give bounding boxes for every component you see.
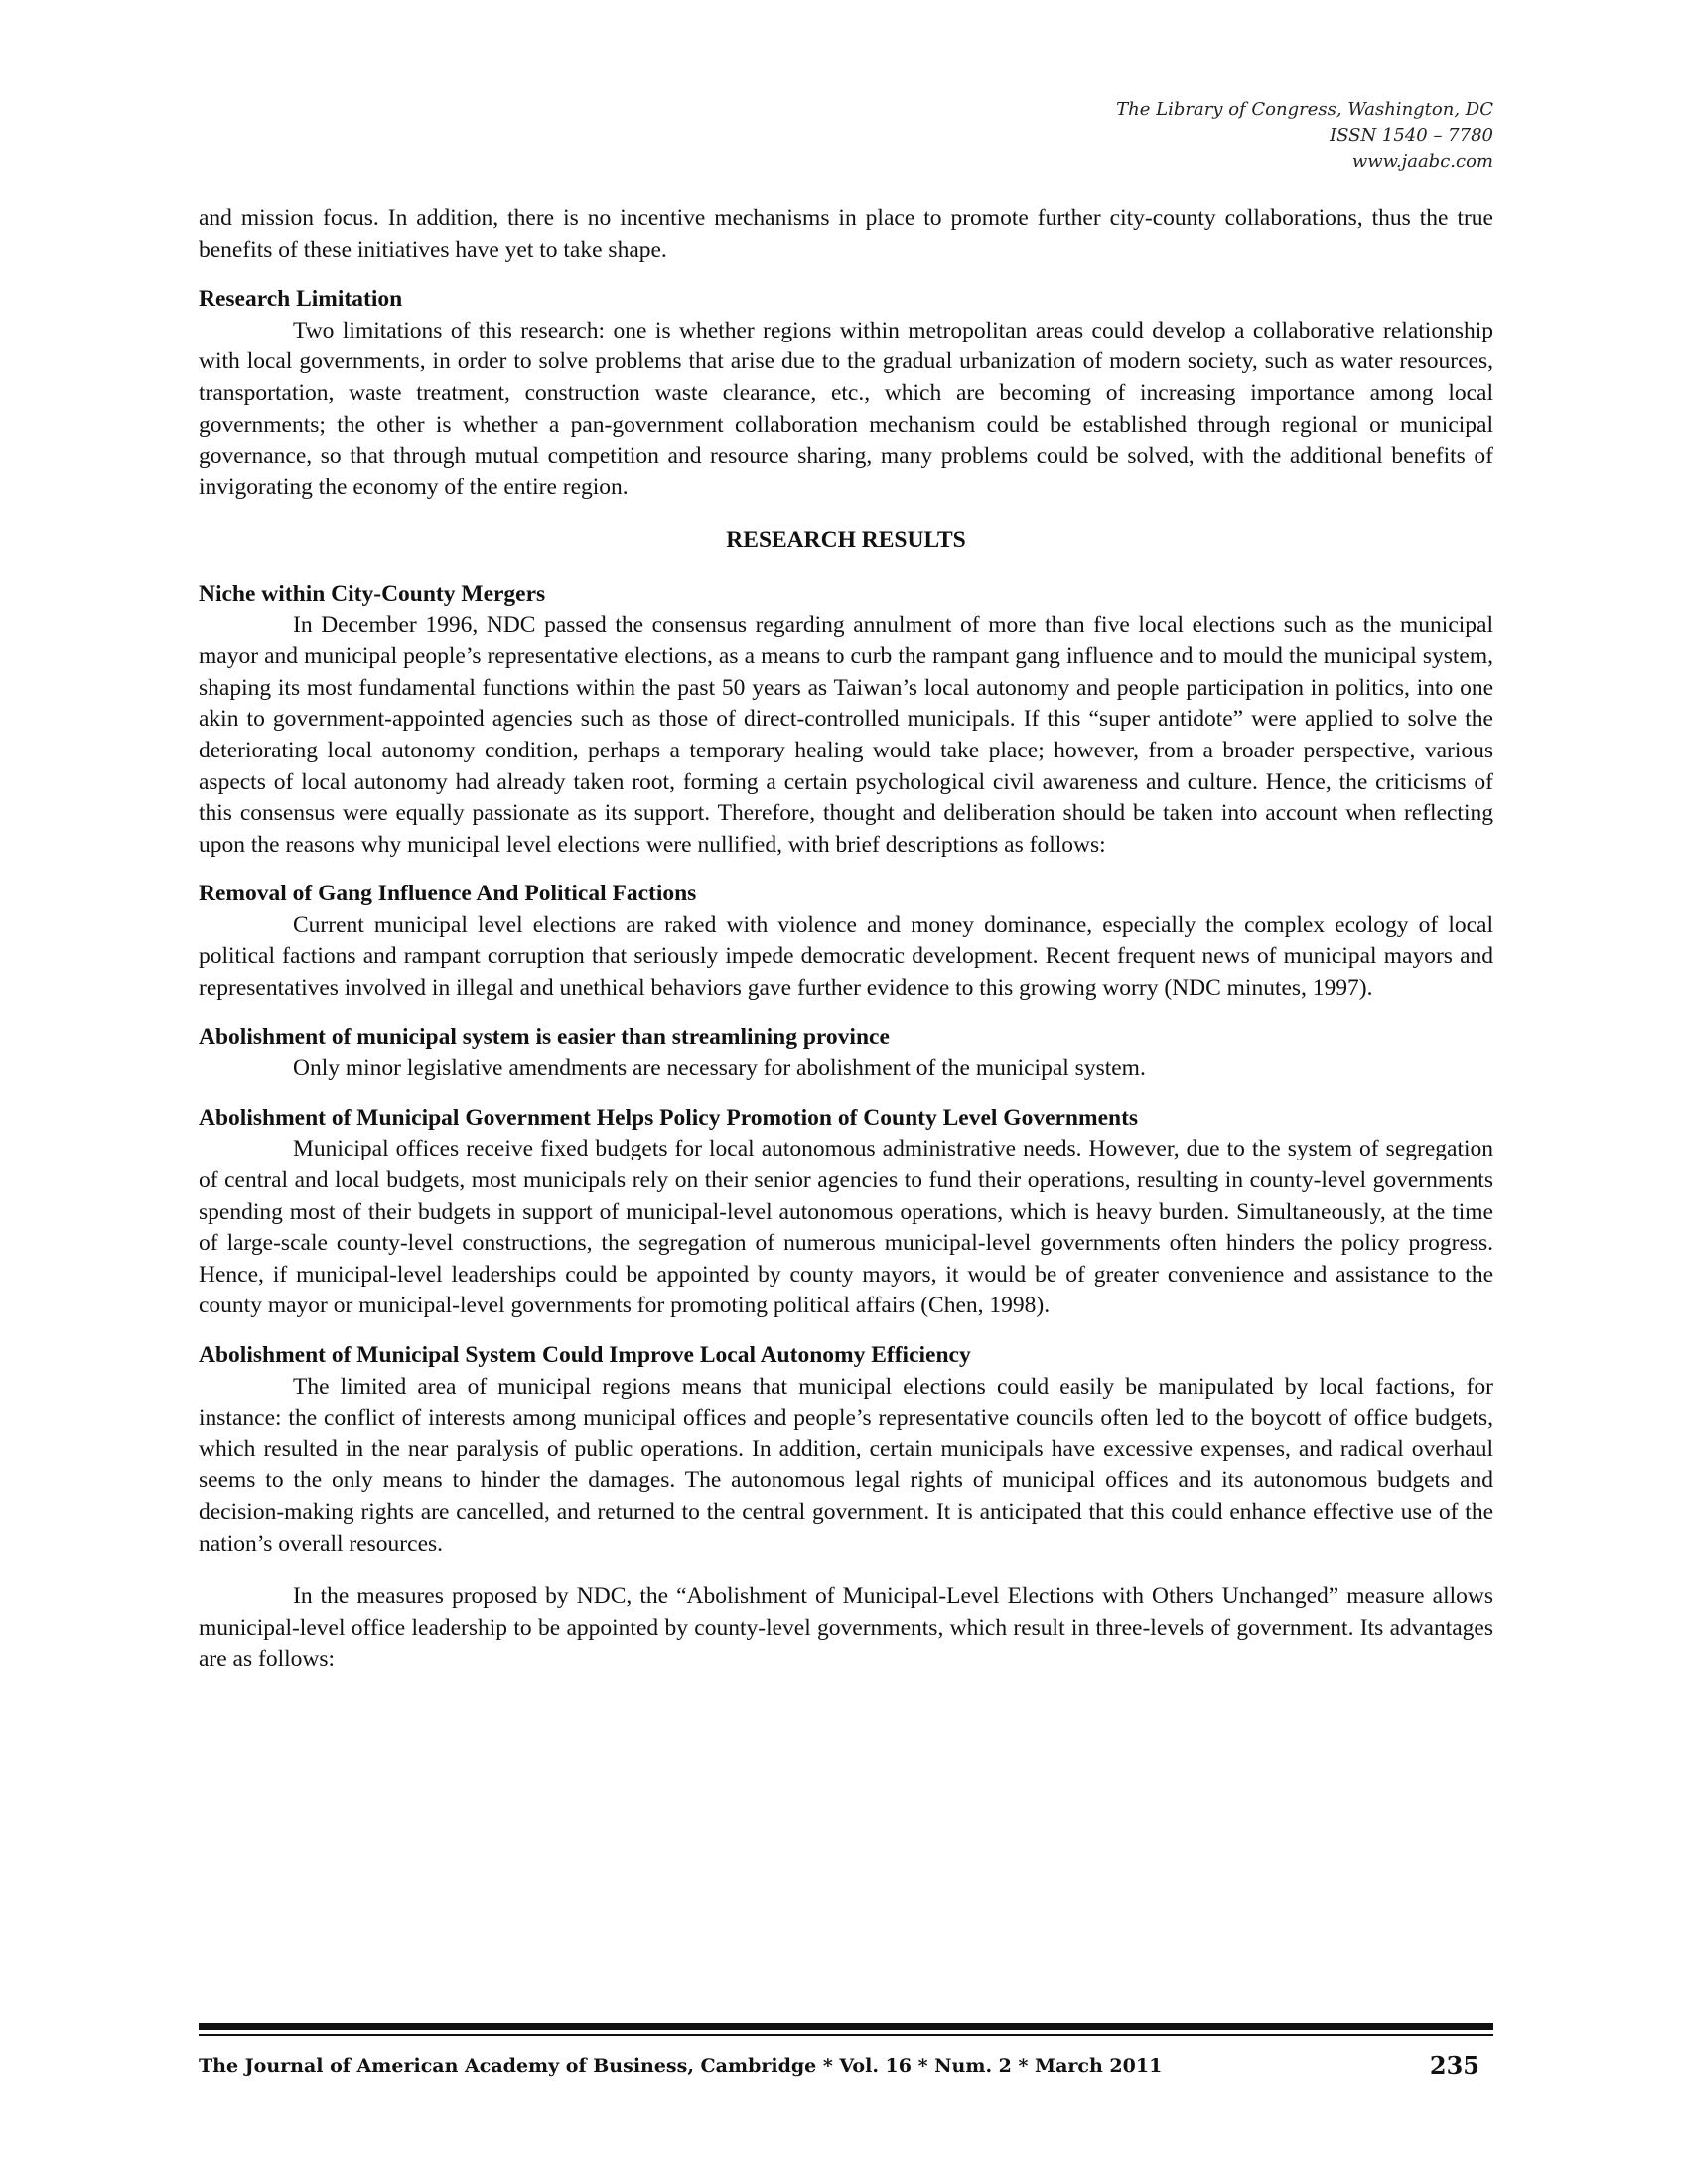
- article-body: [199, 204, 1493, 1676]
- heading-abolish-policy: Abolishment of Municipal Government Helps Policy Promotion of County Level Governments: [199, 1104, 1139, 1131]
- paragraph-abolish-policy: Municipal offices receive fixed budgets for local autonomous administrative needs. However, due to the system of segregation of central and local budgets, most municipals rely on their senior agencies to fund their operations, resulting in county-level governments spending most of their budgets in support of municipal-level autonomous operations, which is heavy burden. Simultaneously, at the time of large-scale county-level constructions, the segregation of numerous municipal-level governments often hinders the policy progress. Hence, if municipal-level leaderships could be appointed by county mayors, it would be of greater convenience and assistance to the county mayor or municipal-level governments for promoting political affairs (Chen, 1998).: [199, 1136, 1493, 1319]
- paragraph-limitation: Two limitations of this research: one is whether regions within metropolitan areas could develop a collaborative relationship with local governments, in order to solve problems that arise due to the gradual urbanization of modern society, such as water resources, transportation, waste treatment, construction waste clearance, etc., which are becoming of increasing importance among local governments; the other is whether a pan-government collaboration mechanism could be established through regional or municipal governance, so that through mutual competition and resource sharing, many problems could be solved, with the additional benefits of invigorating the economy of the entire region.: [199, 317, 1493, 500]
- heading-research-limitation: Research Limitation: [199, 286, 403, 313]
- heading-removal: Removal of Gang Influence And Political Factions: [199, 881, 697, 907]
- header-website: www.jaabc.com: [1351, 151, 1493, 172]
- page-number: 235: [1429, 2051, 1479, 2080]
- header-issn: ISSN 1540 – 7780: [1330, 125, 1493, 146]
- heading-research-results: RESEARCH RESULTS: [726, 527, 966, 554]
- paragraph-removal: Current municipal level elections are raked with violence and money dominance, especially the complex ecology of local political factions and rampant corruption that seriously impede democratic development. Recent frequent news of municipal mayors and representatives involved in illegal and unethical behaviors gave further evidence to this growing worry (NDC minutes, 1997).: [199, 911, 1493, 1002]
- footer-rule-thick: [199, 2023, 1493, 2030]
- header-publisher: The Library of Congress, Washington, DC: [1116, 99, 1493, 120]
- footer-journal-citation: The Journal of American Academy of Business, Cambridge * Vol. 16 * Num. 2 * March 2011: [199, 2055, 1163, 2077]
- paragraph-intro: and mission focus. In addition, there is no incentive mechanisms in place to promote further city-county collaborations, thus the true benefits of these initiatives have yet to take shape.: [199, 205, 1493, 263]
- journal-page: [199, 0, 1493, 2184]
- heading-abolish-easier: Abolishment of municipal system is easier than streamlining province: [199, 1024, 890, 1050]
- paragraph-abolish-efficiency: The limited area of municipal regions means that municipal elections could easily be manipulated by local factions, for instance: the conflict of interests among municipal offices and people’s representative councils often led to the boycott of office budgets, which resulted in the near paralysis of public operations. In addition, certain municipals have excessive expenses, and radical overhaul seems to the only means to hinder the damages. The autonomous legal rights of municipal offices and its autonomous budgets and decision-making rights are cancelled, and returned to the central government. It is anticipated that this could enhance effective use of the nation’s overall resources.: [199, 1373, 1493, 1557]
- heading-niche: Niche within City-County Mergers: [199, 580, 546, 607]
- paragraph-niche: In December 1996, NDC passed the consensus regarding annulment of more than five local elections such as the municipal mayor and municipal people’s representative elections, as a means to curb the rampant gang influence and to mould the municipal system, shaping its most fundamental functions within the past 50 years as Taiwan’s local autonomy and people participation in politics, into one akin to government-appointed agencies such as those of direct-controlled municipals. If this “super antidote” were applied to solve the deteriorating local autonomy condition, perhaps a temporary healing would take place; however, from a broader perspective, various aspects of local autonomy had already taken root, forming a certain psychological civil awareness and culture. Hence, the criticisms of this consensus were equally passionate as its support. Therefore, thought and deliberation should be taken into account when reflecting upon the reasons why municipal level elections were nullified, with brief descriptions as follows:: [199, 612, 1493, 858]
- footer-rule-thin: [199, 2034, 1493, 2036]
- paragraph-abolish-easier: Only minor legislative amendments are necessary for abolishment of the municipal system.: [293, 1055, 1146, 1082]
- running-header: [1116, 97, 1493, 175]
- paragraph-measures: In the measures proposed by NDC, the “Abolishment of Municipal-Level Elections with Others Unchanged” measure allows municipal-level office leadership to be appointed by county-level governments, which result in three-levels of government. Its advantages are as follows:: [199, 1583, 1493, 1673]
- heading-abolish-efficiency: Abolishment of Municipal System Could Improve Local Autonomy Efficiency: [199, 1342, 971, 1368]
